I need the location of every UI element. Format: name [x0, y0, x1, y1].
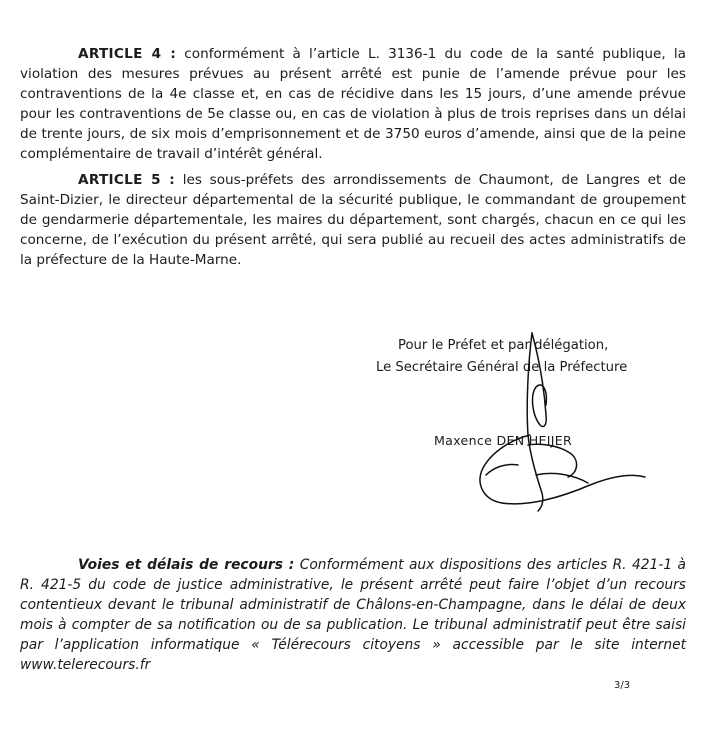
article-4-text: conformément à l’article L. 3136-1 du code de la santé publique, la violation des mesures prévues au présent arrêté est punie de l’amende prévue pour les contraventions de la 4e classe et, en cas de récidive dans les 15 jours, d’une amende prévue pour les contraventions de 5e classe ou, en cas de violation à plus de trois reprises dans un délai de trente jours, de six mois d’emprisonnement et de 3750 euros d’amende, ainsi que de la peine complémentaire de travail d’intérêt général.: [20, 46, 687, 162]
article-4-label: ARTICLE 4 :: [78, 46, 177, 62]
article-5-label: ARTICLE 5 :: [78, 172, 176, 188]
appeal-title: Voies et délais de recours :: [78, 557, 295, 573]
appeal-text: Conformément aux dispositions des articles R. 421-1 à R. 421-5 du code de justice administrative, le présent arrêté peut faire l’objet d’un recours contentieux devant le tribunal administratif de Châlons-en-Champagne, dans le délai de deux mois à compter de sa notification ou de sa publication. Le tribunal administratif peut être saisi par l’application informatique « Télérecours citoyens » accessible par le site internet www.telerecours.fr: [20, 557, 686, 673]
article-5-paragraph: [20, 170, 686, 270]
secretary-general-line: Le Secrétaire Général de la Préfecture: [376, 360, 628, 375]
delegation-line: Pour le Préfet et par délégation,: [398, 338, 609, 353]
handwritten-signature: [470, 325, 650, 515]
article-5-text: les sous-préfets des arrondissements de Chaumont, de Langres et de Saint-Dizier, le directeur départemental de la sécurité publique, le commandant de groupement de gendarmerie départementale, les maires du département, sont chargés, chacun en ce qui les concerne, de l’exécution du présent arrêté, qui sera publié au recueil des actes administratifs de la préfecture de la Haute-Marne.: [20, 172, 686, 268]
appeal-paragraph: [20, 555, 686, 675]
signer-name: Maxence DEN HEIJER: [434, 433, 573, 448]
page-number: 3/3: [614, 680, 631, 691]
article-4-paragraph: [20, 44, 686, 164]
